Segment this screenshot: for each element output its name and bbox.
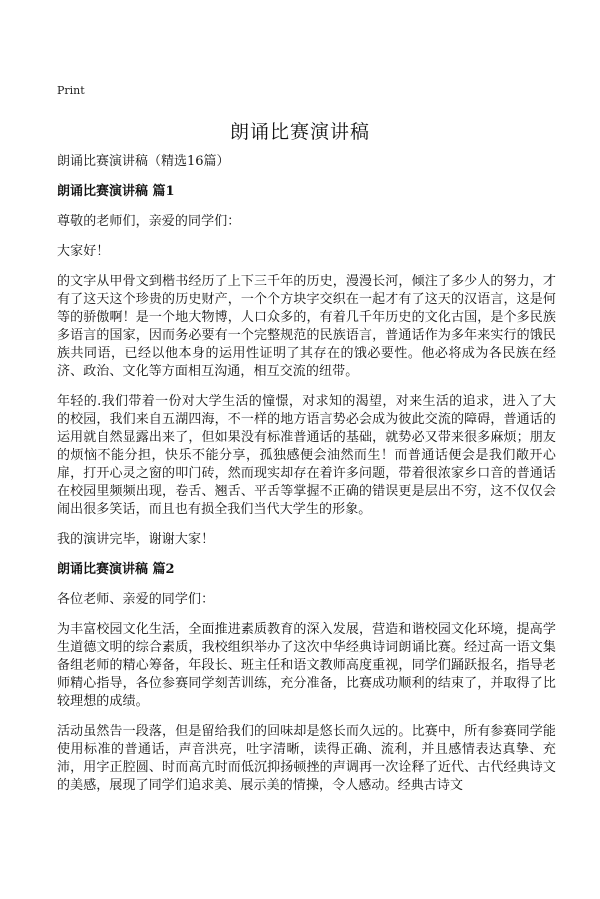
salutation: 各位老师、亲爱的同学们： <box>57 592 215 607</box>
section-1 <box>57 183 556 549</box>
print-label: Print <box>57 84 85 97</box>
body-paragraph: 的文字从甲骨文到楷书经历了上下三千年的历史，漫漫长河，倾注了多少人的努力，才有了这天这个珍贵的历史财产，一个个方块字交织在一起才有了这天的汉语言，这是何等的骄傲啊！是一个地大物博，人口众多的，有着几千年历史的文化古国，是个多民族多语言的国家，因而务必要有一个完整规范的民族语言，普通话作为多年来实行的饿民族共同语，已经以他本身的运用性证明了其存在的饿必要性。他必将成为各民族在经济、政治、文化等方面相互沟通，相互交流的纽带。 <box>57 274 556 379</box>
section-heading: 朗诵比赛演讲稿 篇2 <box>57 562 175 577</box>
section-2 <box>57 561 556 795</box>
document-subtitle: 朗诵比赛演讲稿（精选16篇） <box>57 154 230 169</box>
document-body <box>57 153 556 807</box>
section-heading: 朗诵比赛演讲稿 篇1 <box>57 184 175 199</box>
body-paragraph: 活动虽然告一段落，但是留给我们的回味却是悠长而久远的。比赛中，所有参赛同学能使用标准的普通话，声音洪亮，吐字清晰，读得正确、流利，并且感情表达真挚、充沛，用字正腔圆、时而高亢时而低沉抑扬顿挫的声调再一次诠释了近代、古代经典诗文的美感，展现了同学们追求美、展示美的情操，令人感动。经典古诗文 <box>57 724 556 793</box>
page-title: 朗诵比赛演讲稿 <box>229 121 370 143</box>
greeting: 大家好！ <box>57 244 110 259</box>
salutation: 尊敬的老师们，亲爱的同学们： <box>57 214 241 229</box>
closing: 我的演讲完毕，谢谢大家！ <box>57 532 215 547</box>
body-paragraph: 为丰富校园文化生活，全面推进素质教育的深入发展，营造和谐校园文化环境，提高学生道德文明的综合素质，我校组织举办了这次中华经典诗词朗诵比赛。经过高一语文集备组老师的精心筹备，年段长、班主任和语文教师高度重视，同学们踊跃报名，指导老师精心指导，各位参赛同学刻苦训练，充分准备，比赛成功顺利的结束了，并取得了比较理想的成绩。 <box>57 622 556 709</box>
body-paragraph: 年轻的.我们带着一份对大学生活的憧憬，对求知的渴望，对来生活的追求，进入了大的校园，我们来自五湖四海，不一样的地方语言势必会成为彼此交流的障碍，普通话的运用就自然显露出来了，但如果没有标准普通话的基础，就势必又带来很多麻烦；朋友的烦恼不能分担，快乐不能分享，孤独感便会油然而生！而普通话便会是我们敞开心扉，打开心灵之窗的叩门砖，然而现实却存在着许多问题，带着很浓家乡口音的普通话在校园里频频出现，卷舌、翘舌、平舌等掌握不正确的错误更是层出不穷，这不仅仅会闹出很多笑话，而且也有损全我们当代大学生的形象。 <box>57 394 556 517</box>
